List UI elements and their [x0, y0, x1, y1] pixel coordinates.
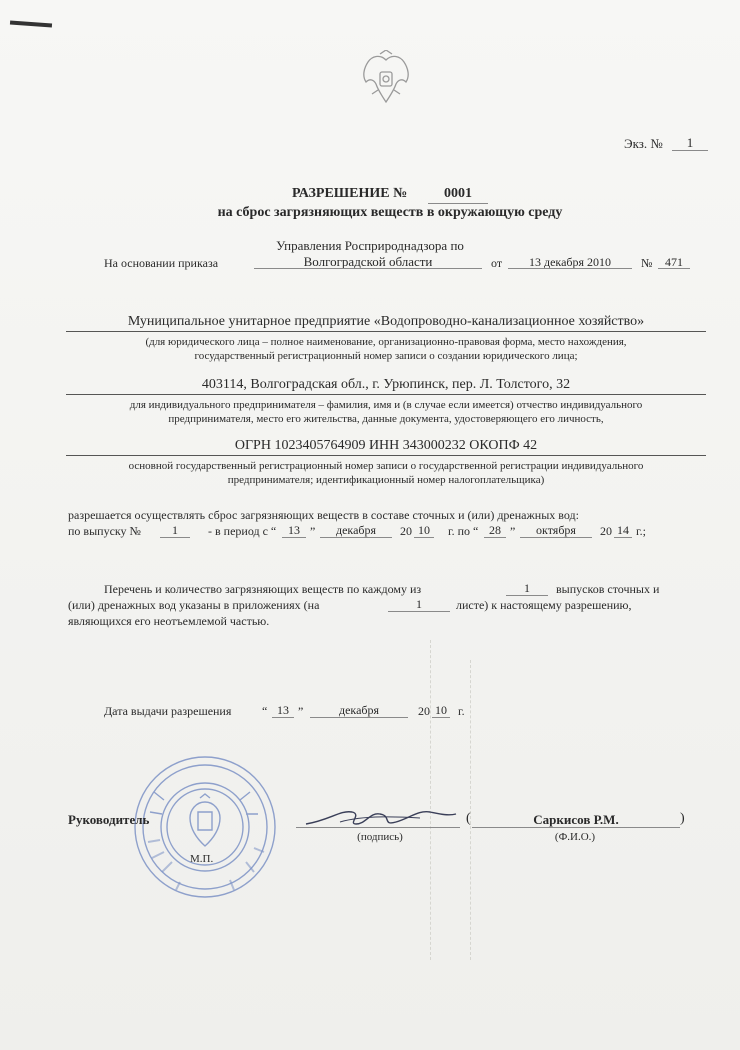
authority-underline — [254, 268, 482, 269]
from-day: 13 — [288, 523, 300, 537]
codes-hint-1: основной государственный регистрационный номер записи о государственной регистрации индивидуального — [128, 460, 644, 472]
from-month: декабря — [335, 523, 377, 537]
permit-number: 0001 — [444, 186, 472, 201]
from-label: от — [491, 256, 503, 270]
issue-month: декабря — [338, 703, 380, 717]
entity-hint-1: (для юридического лица – полное наименование, организационно-правовая форма, место нахождения, — [145, 336, 627, 348]
outlet-underline — [160, 537, 190, 538]
authority-line2: Волгоградской области — [303, 254, 433, 269]
head-name: Саркисов Р.М. — [533, 812, 619, 827]
ip-hint-1: для индивидуального предпринимателя – фамилия, имя и (в случае если имеется) отчество индивидуального — [129, 399, 643, 411]
entity-codes: ОГРН 1023405764909 ИНН 343000232 ОКОПФ 42 — [234, 438, 538, 453]
from-year: 10 — [418, 523, 430, 537]
entity-address: 403114, Волгоградская обл., г. Урюпинск, пер. Л. Толстого, 32 — [201, 377, 571, 392]
entity-name: Муниципальное унитарное предприятие «Водопроводно-канализационное хозяйство» — [127, 314, 645, 329]
authority-line1: Управления Росприроднадзора по — [276, 238, 464, 253]
to-month: октября — [536, 523, 576, 537]
order-number: 471 — [665, 255, 683, 269]
to-day-underline — [484, 537, 506, 538]
issue-month-underline — [310, 717, 408, 718]
basis-label: На основании приказа — [104, 256, 219, 270]
name-hint: (Ф.И.О.) — [554, 831, 596, 843]
issue-year: 10 — [435, 703, 447, 717]
issue-year-suffix: г. — [458, 704, 465, 718]
from-day-underline — [282, 537, 306, 538]
codes-underline — [66, 455, 706, 456]
title-prefix: РАЗРЕШЕНИЕ № — [292, 186, 408, 201]
to-year-prefix: 20 — [600, 524, 612, 538]
copy-number: 1 — [686, 135, 694, 150]
address-underline — [66, 394, 706, 395]
bleed-line — [470, 660, 471, 960]
period-label: - в период с “ — [208, 524, 277, 538]
permit-underline — [428, 203, 488, 204]
head-label: Руководитель — [68, 812, 150, 827]
from-year-prefix: 20 — [400, 524, 412, 538]
issue-label: Дата выдачи разрешения — [104, 704, 232, 718]
subtitle: на сброс загрязняющих веществ в окружающую среду — [217, 205, 563, 220]
entity-hint-2: государственный регистрационный номер записи о создании юридического лица; — [194, 350, 578, 362]
signature-underline — [296, 827, 460, 828]
to-month-underline — [520, 537, 592, 538]
from-month-underline — [320, 537, 392, 538]
codes-hint-2: предпринимателя; идентификационный номер налогоплательщика) — [227, 474, 545, 486]
pen-mark — [10, 21, 52, 28]
issue-day-underline — [272, 717, 294, 718]
sign-hint: (подпись) — [357, 831, 403, 843]
document-page: Экз. № 1 РАЗРЕШЕНИЕ № 0001 на сброс загрязняющих веществ в окружающую среду Управления Росприроднадзора по На основании приказа Волгоградской области от 13 декабря 2010 № 471 Муниципальное унитарное предприятие «Водопроводно-канализационное хозяйство» (для юридического лица – полное наименование, организационно-правовая форма, место нахождения, государственный регистрационный номер записи о создании юридического лица; 403114, Волгоградская обл., г. Урюпинск, пер. Л. Толстого, 32 для индивидуального предпринимателя – фамилия, имя и (в случае если имеется) отчество индивидуального предпринимателя, место его жительства, данные документа, удостоверяющего его личность, ОГРН 1023405764909 ИНН 343000232 ОКОПФ 42 основной государственный регистрационный номер записи о государственной регистрации индивидуального предпринимателя; идентификационный номер налогоплательщика) разрешается осуществлять сброс загрязняющих веществ в составе сточных и (или) дренажных вод: по выпуску № 1 - в период с “ 13 ” декабря 20 10 г. по “ 28 ” октября 20 14 г.; Перечень и количество загрязняющих веществ по каждому из 1 выпусков сточных и (или) дренажных вод указаны в приложениях (на 1 листе) к настоящему разрешению, являющихся его неотъемлемой частью. Дата выдачи разрешения “ 13 ” декабря 20 10 г. Руководитель (подпись) ( Саркисов Р.М. ) (Ф.И.О.) М.П. — [0, 0, 740, 1050]
name-underline — [472, 827, 680, 828]
list-text-3: (или) дренажных вод указаны в приложениях (на — [68, 598, 320, 612]
copy-underline — [672, 150, 708, 151]
to-label: г. по “ — [448, 524, 479, 538]
bleed-line — [430, 640, 431, 960]
sheets-count: 1 — [416, 597, 422, 611]
from-year-underline — [414, 537, 434, 538]
list-text-1: Перечень и количество загрязняющих веществ по каждому из — [104, 582, 422, 596]
order-date: 13 декабря 2010 — [528, 255, 612, 269]
no-label: № — [641, 256, 653, 270]
to-year-underline — [614, 537, 632, 538]
official-seal-icon — [130, 752, 280, 902]
list-text-5: являющихся его неотъемлемой частью. — [68, 614, 270, 628]
coat-of-arms-icon — [358, 50, 414, 110]
to-year-suffix: г.; — [636, 524, 646, 538]
permission-text: разрешается осуществлять сброс загрязняющих веществ в составе сточных и (или) дренажных вод: — [68, 508, 579, 522]
list-text-2: выпусков сточных и — [556, 582, 660, 596]
outlet-number: 1 — [172, 523, 178, 537]
copy-label: Экз. № — [624, 136, 663, 151]
sheets-underline — [388, 611, 450, 612]
issue-day: 13 — [277, 703, 289, 717]
list-text-4: листе) к настоящему разрешению, — [456, 598, 632, 612]
outlet-label: по выпуску № — [68, 524, 142, 538]
to-year: 14 — [617, 523, 629, 537]
outlets-count: 1 — [524, 581, 530, 595]
entity-underline — [66, 331, 706, 332]
stamp-place: М.П. — [190, 853, 214, 865]
issue-year-underline — [432, 717, 450, 718]
outlets-underline — [506, 595, 548, 596]
issue-year-prefix: 20 — [418, 704, 430, 718]
order-underline — [658, 268, 690, 269]
ip-hint-2: предпринимателя, место его жительства, данные документа, удостоверяющего его личность, — [168, 413, 604, 425]
to-day: 28 — [489, 523, 501, 537]
date-underline — [508, 268, 632, 269]
